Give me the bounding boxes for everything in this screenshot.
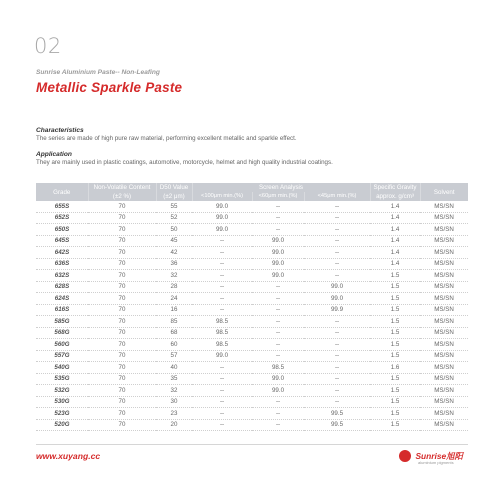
table-cell-s100: -- xyxy=(192,373,252,385)
table-cell-s45: -- xyxy=(304,316,370,328)
table-cell-s100: -- xyxy=(192,258,252,270)
table-cell-solvent: MS/SN xyxy=(420,293,468,305)
table-cell-solvent: MS/SN xyxy=(420,408,468,420)
table-cell-s60: -- xyxy=(252,293,304,305)
table-cell-d50: 36 xyxy=(156,258,192,270)
table-row xyxy=(36,385,468,397)
table-cell-sg: 1.4 xyxy=(370,224,420,236)
table-cell-nvc: 70 xyxy=(88,235,156,247)
table-cell-sg: 1.5 xyxy=(370,316,420,328)
header-screen-45: <45μm min.(%) xyxy=(304,192,370,201)
table-row xyxy=(36,270,468,282)
table-cell-s60: -- xyxy=(252,224,304,236)
table-row xyxy=(36,396,468,408)
table-row xyxy=(36,258,468,270)
table-cell-s45: -- xyxy=(304,270,370,282)
table-cell-s100: -- xyxy=(192,293,252,305)
table-cell-solvent: MS/SN xyxy=(420,304,468,316)
table-cell-grade: 655S xyxy=(36,201,88,212)
table-row xyxy=(36,201,468,212)
table-cell-s60: 99.0 xyxy=(252,373,304,385)
table-cell-d50: 42 xyxy=(156,247,192,259)
table-cell-sg: 1.5 xyxy=(370,339,420,351)
table-cell-s60: -- xyxy=(252,350,304,362)
table-cell-nvc: 70 xyxy=(88,201,156,212)
table-cell-s45: 99.0 xyxy=(304,293,370,305)
table-cell-solvent: MS/SN xyxy=(420,362,468,374)
product-title: Metallic Sparkle Paste xyxy=(36,80,183,95)
header-solvent: Solvent xyxy=(420,183,468,201)
table-cell-s60: -- xyxy=(252,281,304,293)
table-cell-sg: 1.5 xyxy=(370,304,420,316)
table-cell-sg: 1.4 xyxy=(370,258,420,270)
table-cell-s60: -- xyxy=(252,408,304,420)
characteristics-heading: Characteristics xyxy=(36,127,84,134)
table-cell-nvc: 70 xyxy=(88,304,156,316)
table-cell-s100: -- xyxy=(192,408,252,420)
table-cell-d50: 45 xyxy=(156,235,192,247)
table-cell-s45: -- xyxy=(304,362,370,374)
table-cell-s60: 99.0 xyxy=(252,270,304,282)
table-cell-s100: 99.0 xyxy=(192,224,252,236)
table-cell-d50: 32 xyxy=(156,385,192,397)
table-cell-s45: -- xyxy=(304,385,370,397)
table-cell-solvent: MS/SN xyxy=(420,224,468,236)
website-link[interactable]: www.xuyang.cc xyxy=(36,451,101,461)
table-cell-nvc: 70 xyxy=(88,339,156,351)
table-cell-s60: 98.5 xyxy=(252,362,304,374)
table-cell-sg: 1.4 xyxy=(370,247,420,259)
page-number: 02 xyxy=(34,34,62,58)
table-cell-s45: -- xyxy=(304,247,370,259)
table-cell-grade: 636S xyxy=(36,258,88,270)
table-cell-d50: 85 xyxy=(156,316,192,328)
table-cell-d50: 57 xyxy=(156,350,192,362)
header-screen-60: <60μm min.(%) xyxy=(252,192,304,201)
table-cell-nvc: 70 xyxy=(88,212,156,224)
table-cell-s60: -- xyxy=(252,327,304,339)
table-cell-d50: 68 xyxy=(156,327,192,339)
table-cell-sg: 1.5 xyxy=(370,408,420,420)
table-cell-s45: 99.5 xyxy=(304,408,370,420)
table-cell-grade: 585G xyxy=(36,316,88,328)
table-cell-s60: -- xyxy=(252,212,304,224)
table-cell-solvent: MS/SN xyxy=(420,339,468,351)
spec-table xyxy=(36,183,468,431)
table-row xyxy=(36,373,468,385)
table-cell-nvc: 70 xyxy=(88,362,156,374)
characteristics-text: The series are made of high pure raw material, performing excellent metallic and sparkle effect. xyxy=(36,135,297,142)
header-screen-analysis: Screen Analysis xyxy=(192,183,370,192)
table-cell-d50: 24 xyxy=(156,293,192,305)
table-row xyxy=(36,327,468,339)
table-cell-grade: 642S xyxy=(36,247,88,259)
table-cell-s100: 98.5 xyxy=(192,339,252,351)
table-cell-sg: 1.5 xyxy=(370,327,420,339)
table-row xyxy=(36,235,468,247)
spec-table-body xyxy=(36,201,468,431)
table-cell-s60: -- xyxy=(252,316,304,328)
table-cell-nvc: 70 xyxy=(88,316,156,328)
table-cell-nvc: 70 xyxy=(88,396,156,408)
table-cell-solvent: MS/SN xyxy=(420,281,468,293)
table-cell-grade: 632S xyxy=(36,270,88,282)
table-cell-solvent: MS/SN xyxy=(420,235,468,247)
table-cell-grade: 616S xyxy=(36,304,88,316)
table-cell-solvent: MS/SN xyxy=(420,396,468,408)
table-cell-s60: -- xyxy=(252,396,304,408)
table-cell-nvc: 70 xyxy=(88,327,156,339)
table-cell-s100: 99.0 xyxy=(192,212,252,224)
table-cell-sg: 1.4 xyxy=(370,212,420,224)
table-cell-solvent: MS/SN xyxy=(420,327,468,339)
table-cell-s100: 99.0 xyxy=(192,350,252,362)
table-cell-sg: 1.5 xyxy=(370,293,420,305)
table-row xyxy=(36,419,468,431)
table-cell-nvc: 70 xyxy=(88,247,156,259)
table-cell-s60: -- xyxy=(252,201,304,212)
table-cell-solvent: MS/SN xyxy=(420,385,468,397)
table-cell-sg: 1.4 xyxy=(370,235,420,247)
table-cell-grade: 532G xyxy=(36,385,88,397)
table-cell-nvc: 70 xyxy=(88,293,156,305)
table-row xyxy=(36,362,468,374)
table-row xyxy=(36,281,468,293)
table-cell-s45: -- xyxy=(304,235,370,247)
table-cell-d50: 52 xyxy=(156,212,192,224)
table-cell-s60: 99.0 xyxy=(252,385,304,397)
table-cell-s45: 99.0 xyxy=(304,281,370,293)
header-nvc: Non-Volatile Content (±2 %) xyxy=(88,183,156,201)
table-cell-s60: -- xyxy=(252,304,304,316)
table-cell-nvc: 70 xyxy=(88,281,156,293)
table-row xyxy=(36,316,468,328)
table-cell-sg: 1.5 xyxy=(370,419,420,431)
table-row xyxy=(36,339,468,351)
logo-mark-icon xyxy=(399,450,411,462)
table-cell-d50: 50 xyxy=(156,224,192,236)
table-cell-nvc: 70 xyxy=(88,258,156,270)
table-cell-s100: 99.0 xyxy=(192,201,252,212)
table-cell-s100: 98.5 xyxy=(192,327,252,339)
table-cell-d50: 40 xyxy=(156,362,192,374)
table-cell-grade: 628S xyxy=(36,281,88,293)
logo-tagline: aluminium pigments xyxy=(418,460,454,465)
table-cell-nvc: 70 xyxy=(88,385,156,397)
table-cell-s100: -- xyxy=(192,235,252,247)
table-cell-grade: 540G xyxy=(36,362,88,374)
table-row xyxy=(36,350,468,362)
table-cell-d50: 55 xyxy=(156,201,192,212)
table-cell-s45: -- xyxy=(304,373,370,385)
table-cell-solvent: MS/SN xyxy=(420,316,468,328)
table-cell-nvc: 70 xyxy=(88,270,156,282)
table-cell-d50: 16 xyxy=(156,304,192,316)
table-cell-sg: 1.5 xyxy=(370,373,420,385)
table-cell-grade: 568G xyxy=(36,327,88,339)
application-heading: Application xyxy=(36,151,72,158)
table-cell-nvc: 70 xyxy=(88,408,156,420)
table-cell-sg: 1.5 xyxy=(370,350,420,362)
table-cell-s100: -- xyxy=(192,396,252,408)
header-d50: D50 Value (±2 μm) xyxy=(156,183,192,201)
table-cell-sg: 1.6 xyxy=(370,362,420,374)
table-cell-s60: 99.0 xyxy=(252,258,304,270)
table-cell-grade: 557G xyxy=(36,350,88,362)
header-specific-gravity: Specific Gravity approx. g/cm³ xyxy=(370,183,420,201)
table-cell-solvent: MS/SN xyxy=(420,212,468,224)
table-cell-sg: 1.5 xyxy=(370,281,420,293)
table-cell-s45: -- xyxy=(304,201,370,212)
table-cell-solvent: MS/SN xyxy=(420,201,468,212)
table-cell-nvc: 70 xyxy=(88,419,156,431)
table-row xyxy=(36,247,468,259)
table-cell-d50: 20 xyxy=(156,419,192,431)
table-cell-sg: 1.5 xyxy=(370,396,420,408)
product-subtitle: Sunrise Aluminium Paste-- Non-Leafing xyxy=(36,69,160,76)
logo-text: Sunrise旭阳 xyxy=(415,450,463,461)
table-cell-s100: -- xyxy=(192,419,252,431)
table-cell-s45: -- xyxy=(304,396,370,408)
table-cell-s100: -- xyxy=(192,385,252,397)
table-cell-s100: 98.5 xyxy=(192,316,252,328)
table-cell-s100: -- xyxy=(192,281,252,293)
table-cell-s60: -- xyxy=(252,339,304,351)
table-cell-grade: 560G xyxy=(36,339,88,351)
table-cell-grade: 535G xyxy=(36,373,88,385)
table-cell-grade: 520G xyxy=(36,419,88,431)
table-cell-s45: -- xyxy=(304,339,370,351)
table-cell-s45: -- xyxy=(304,350,370,362)
table-cell-grade: 650S xyxy=(36,224,88,236)
table-cell-s100: -- xyxy=(192,362,252,374)
table-cell-sg: 1.5 xyxy=(370,270,420,282)
table-cell-s45: 99.5 xyxy=(304,419,370,431)
table-cell-d50: 30 xyxy=(156,396,192,408)
application-text: They are mainly used in plastic coatings, automotive, motorcycle, helmet and high quality industrial coatings. xyxy=(36,159,333,166)
header-screen-100: <100μm min.(%) xyxy=(192,192,252,201)
table-row xyxy=(36,304,468,316)
table-cell-grade: 530G xyxy=(36,396,88,408)
table-cell-nvc: 70 xyxy=(88,373,156,385)
table-cell-s45: 99.9 xyxy=(304,304,370,316)
table-cell-solvent: MS/SN xyxy=(420,247,468,259)
table-cell-s45: -- xyxy=(304,224,370,236)
table-cell-solvent: MS/SN xyxy=(420,350,468,362)
table-cell-grade: 523G xyxy=(36,408,88,420)
table-cell-d50: 60 xyxy=(156,339,192,351)
table-cell-s60: 99.0 xyxy=(252,247,304,259)
table-cell-grade: 645S xyxy=(36,235,88,247)
table-cell-s45: -- xyxy=(304,212,370,224)
table-cell-s45: -- xyxy=(304,327,370,339)
table-cell-grade: 652S xyxy=(36,212,88,224)
table-cell-solvent: MS/SN xyxy=(420,419,468,431)
table-cell-nvc: 70 xyxy=(88,224,156,236)
table-cell-d50: 35 xyxy=(156,373,192,385)
table-cell-nvc: 70 xyxy=(88,350,156,362)
table-cell-d50: 28 xyxy=(156,281,192,293)
table-cell-d50: 32 xyxy=(156,270,192,282)
table-cell-s45: -- xyxy=(304,258,370,270)
table-cell-d50: 23 xyxy=(156,408,192,420)
table-row xyxy=(36,408,468,420)
table-row xyxy=(36,224,468,236)
table-cell-s60: 99.0 xyxy=(252,235,304,247)
table-cell-s60: -- xyxy=(252,419,304,431)
table-row xyxy=(36,293,468,305)
table-cell-s100: -- xyxy=(192,270,252,282)
table-cell-s100: -- xyxy=(192,247,252,259)
table-cell-solvent: MS/SN xyxy=(420,258,468,270)
table-cell-sg: 1.4 xyxy=(370,201,420,212)
table-row xyxy=(36,212,468,224)
table-cell-solvent: MS/SN xyxy=(420,373,468,385)
header-grade: Grade xyxy=(36,183,88,201)
table-cell-grade: 624S xyxy=(36,293,88,305)
table-cell-sg: 1.5 xyxy=(370,385,420,397)
table-cell-solvent: MS/SN xyxy=(420,270,468,282)
table-cell-s100: -- xyxy=(192,304,252,316)
footer-divider xyxy=(36,444,468,445)
